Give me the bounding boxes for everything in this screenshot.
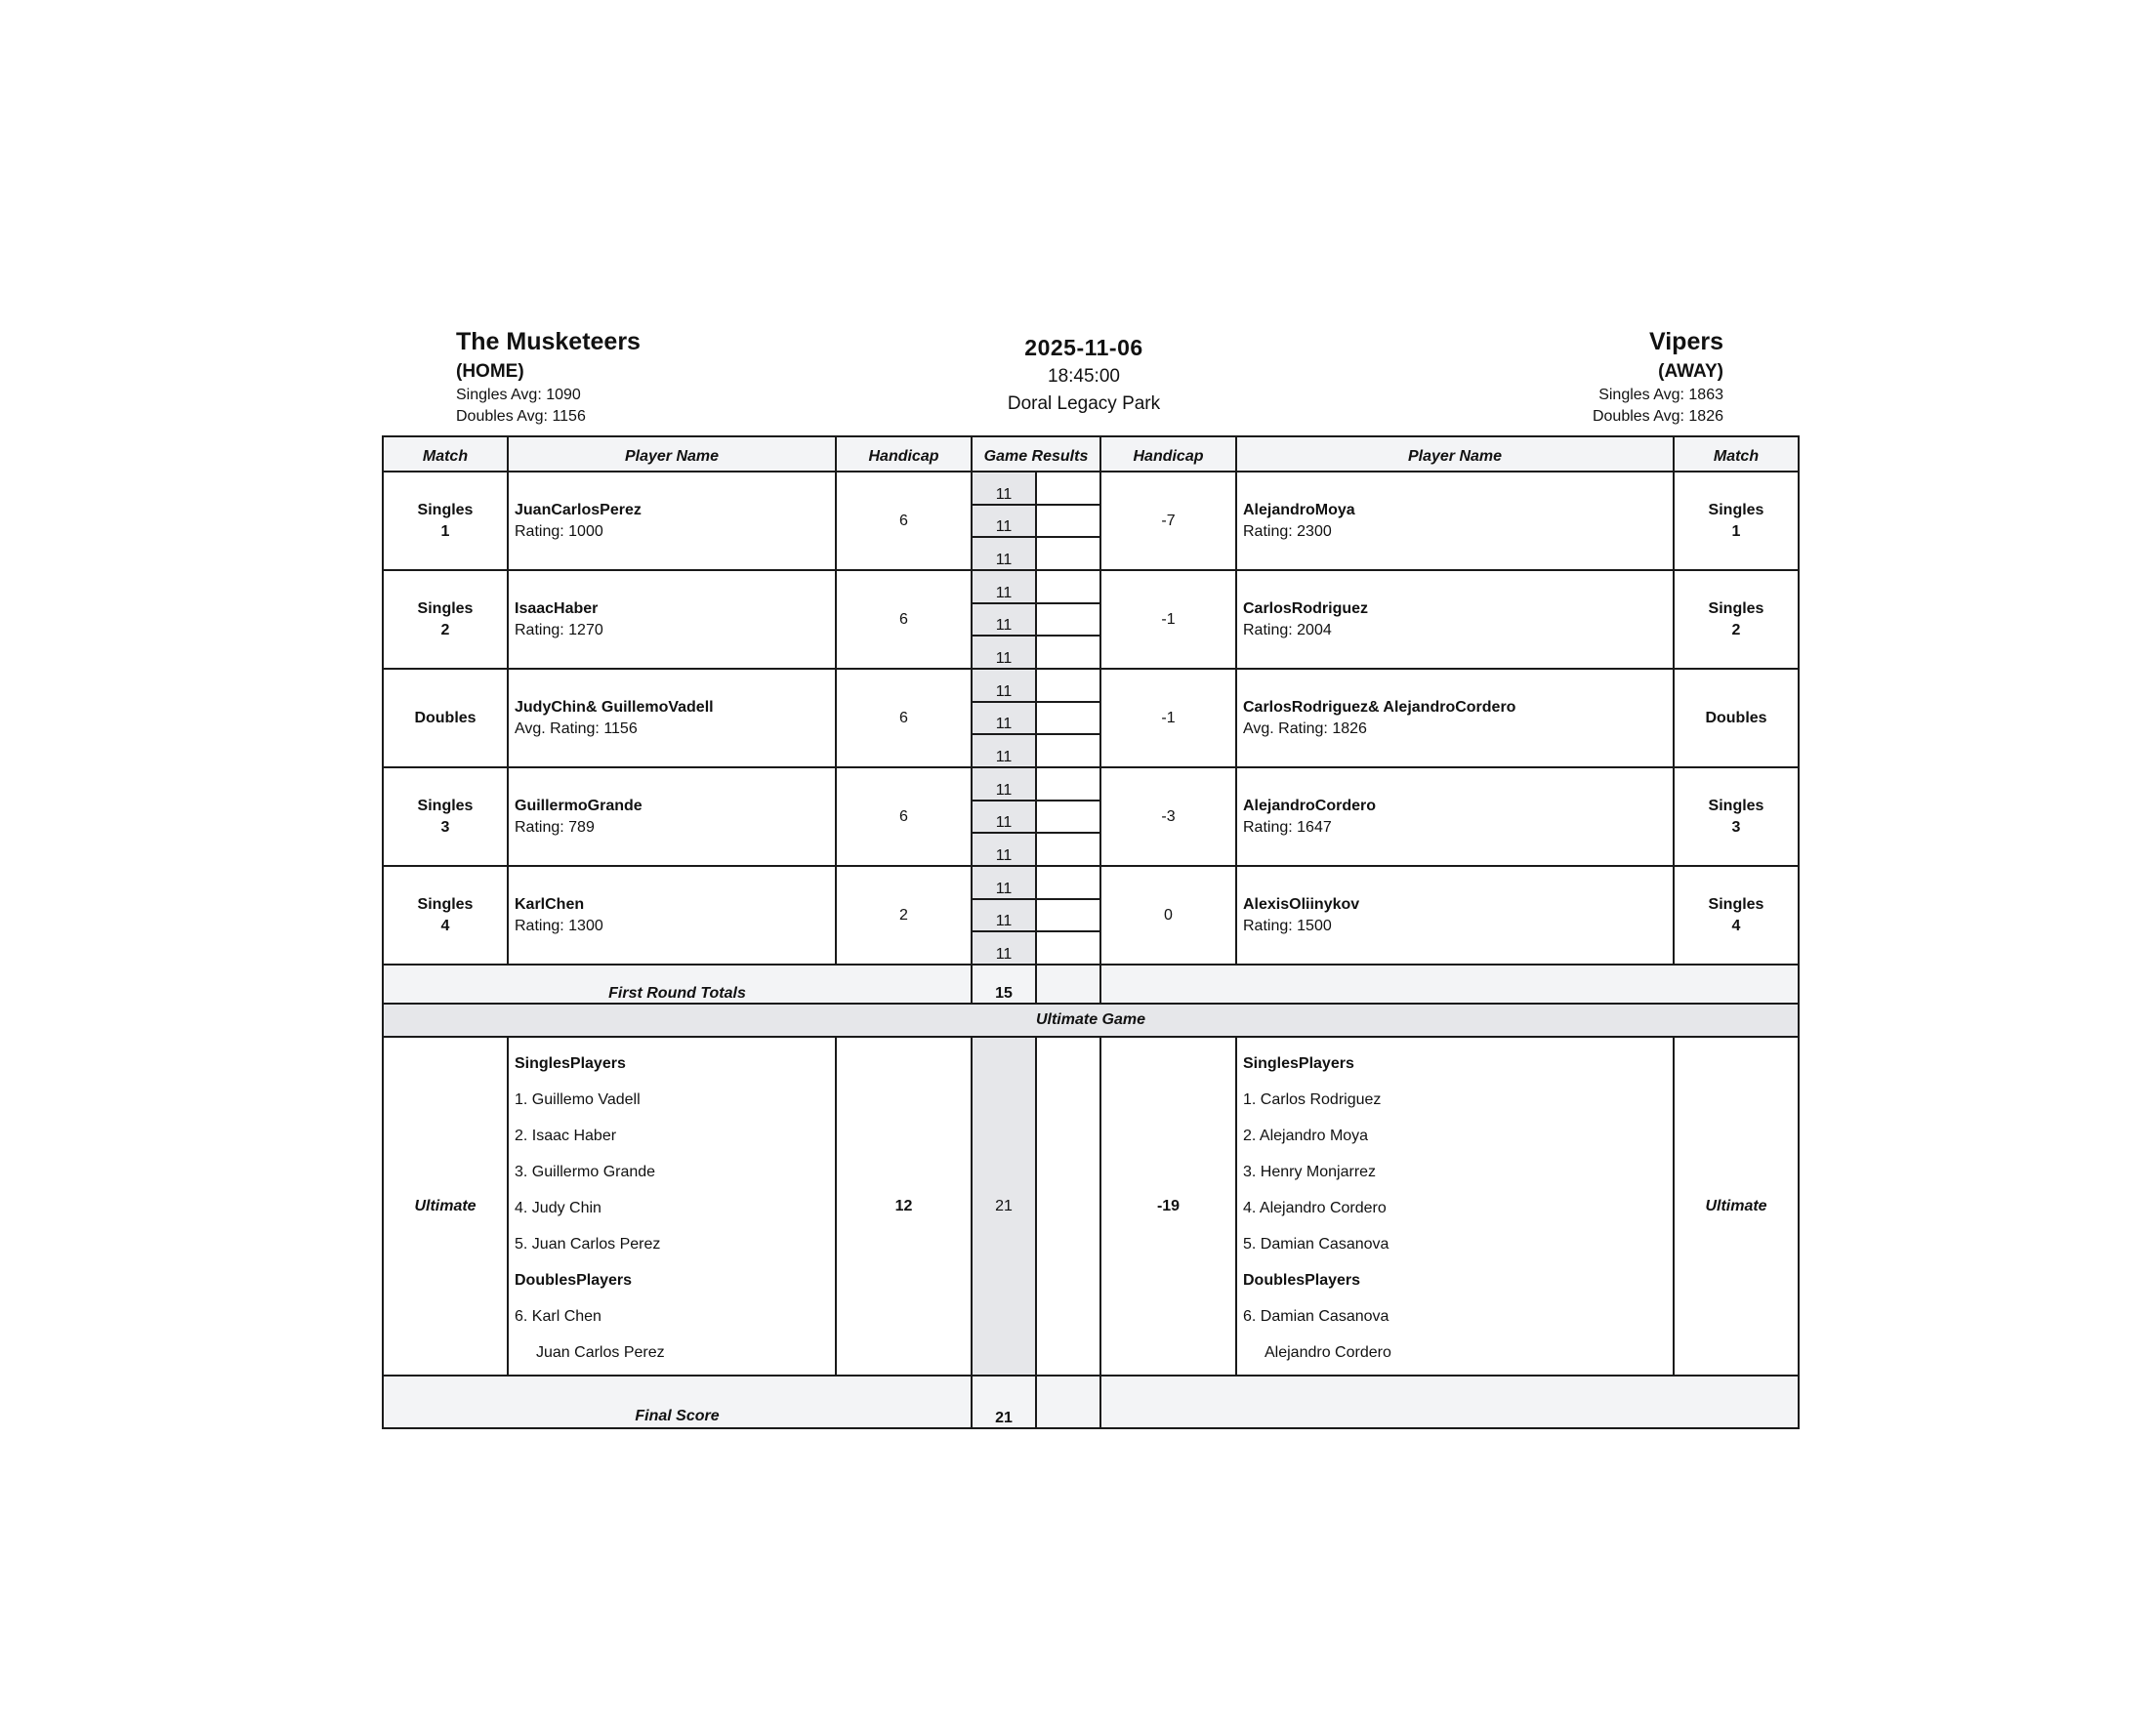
match-row — [383, 669, 1799, 767]
home-player-cell — [508, 866, 836, 965]
ultimate-home-handicap: 12 — [836, 1037, 972, 1376]
match-type: Singles — [417, 895, 474, 913]
game-away-score — [1037, 571, 1099, 602]
home-handicap: 6 — [836, 767, 972, 866]
match-number: 3 — [440, 818, 450, 836]
event-date: 2025-11-06 — [1024, 335, 1143, 360]
game-result-row — [973, 932, 1099, 964]
final-away-blank — [1100, 1376, 1799, 1428]
game-away-score — [1037, 637, 1099, 668]
match-type: Singles — [1708, 501, 1764, 518]
game-home-score: 11 — [973, 768, 1037, 800]
away-match-label — [1674, 570, 1799, 669]
game-home-score: 11 — [973, 473, 1037, 504]
away-player-rating: Rating: 1647 — [1243, 818, 1332, 836]
home-player-rating: Rating: 789 — [515, 818, 595, 836]
ultimate-away-match-label: Ultimate — [1674, 1037, 1799, 1376]
game-away-score — [1037, 834, 1099, 865]
away-match-label — [1674, 669, 1799, 767]
col-match-away — [1674, 436, 1799, 472]
home-player-cell — [508, 767, 836, 866]
away-match-label — [1674, 866, 1799, 965]
away-ult-player: 4. Alejandro Cordero — [1243, 1200, 1387, 1216]
first-round-label: First Round Totals — [383, 965, 972, 1004]
home-ult-player: 4. Judy Chin — [515, 1200, 601, 1216]
away-player-name: AlexisOliinykov — [1243, 895, 1360, 913]
home-handicap: 2 — [836, 866, 972, 965]
home-match-label — [383, 866, 508, 965]
game-result-row — [973, 900, 1099, 933]
game-home-score: 11 — [973, 867, 1037, 898]
match-number: 1 — [1731, 522, 1741, 540]
game-result-row — [973, 801, 1099, 835]
final-home-score: 21 — [972, 1376, 1036, 1428]
match-row — [383, 570, 1799, 669]
match-type: Singles — [1708, 895, 1764, 913]
game-result-row — [973, 538, 1099, 569]
game-result-row — [973, 571, 1099, 604]
ultimate-row — [383, 1037, 1799, 1376]
game-home-score: 11 — [973, 703, 1037, 734]
away-player-cell — [1236, 472, 1674, 570]
col-handicap-home-label: Handicap — [868, 448, 939, 465]
home-ult-player: 5. Juan Carlos Perez — [515, 1236, 661, 1253]
home-doubles-title: DoublesPlayers — [515, 1272, 633, 1289]
away-player-rating: Rating: 2300 — [1243, 522, 1332, 540]
away-player-cell — [1236, 570, 1674, 669]
game-away-score — [1037, 735, 1099, 766]
game-result-row — [973, 506, 1099, 539]
away-player-cell — [1236, 866, 1674, 965]
match-row — [383, 866, 1799, 965]
game-home-score: 11 — [973, 637, 1037, 668]
away-ult-player: 2. Alejandro Moya — [1243, 1128, 1369, 1144]
game-result-row — [973, 703, 1099, 736]
game-away-score — [1037, 604, 1099, 636]
home-player-name: JuanCarlosPerez — [515, 501, 642, 518]
home-singles-title: SinglesPlayers — [515, 1055, 626, 1072]
game-results — [972, 570, 1100, 669]
col-match-home-label: Match — [422, 448, 469, 465]
away-doubles-avg: Doubles Avg: 1826 — [1592, 408, 1723, 425]
match-row — [383, 767, 1799, 866]
event-venue: Doral Legacy Park — [1007, 393, 1161, 414]
match-type: Singles — [417, 797, 474, 814]
ultimate-away-handicap: -19 — [1100, 1037, 1236, 1376]
home-player-rating: Rating: 1270 — [515, 621, 603, 638]
col-player-away-label: Player Name — [1407, 448, 1503, 465]
ultimate-home-match-label: Ultimate — [383, 1037, 508, 1376]
game-away-score — [1037, 473, 1099, 504]
home-player-name: IsaacHaber — [515, 599, 599, 617]
ultimate-away-players — [1236, 1037, 1674, 1376]
home-ult-doubles-player: 6. Karl Chen — [515, 1308, 601, 1325]
game-away-score — [1037, 900, 1099, 931]
ultimate-home-players — [508, 1037, 836, 1376]
home-handicap: 6 — [836, 570, 972, 669]
game-results — [972, 767, 1100, 866]
game-away-score — [1037, 703, 1099, 734]
col-game-results-label: Game Results — [983, 448, 1089, 465]
game-away-score — [1037, 867, 1099, 898]
first-round-totals-row — [383, 965, 1799, 1004]
game-away-score — [1037, 801, 1099, 833]
home-player-name: GuillermoGrande — [515, 797, 643, 814]
home-match-label — [383, 669, 508, 767]
col-player-away — [1236, 436, 1674, 472]
home-player-name: KarlChen — [515, 895, 585, 913]
game-away-score — [1037, 538, 1099, 569]
col-match-home — [383, 436, 508, 472]
game-results — [972, 866, 1100, 965]
away-player-rating: Avg. Rating: 1826 — [1243, 719, 1367, 737]
away-player-name: AlejandroMoya — [1243, 501, 1355, 518]
match-type: Singles — [1708, 599, 1764, 617]
game-results — [972, 669, 1100, 767]
game-result-row — [973, 735, 1099, 766]
away-player-name: AlejandroCordero — [1243, 797, 1377, 814]
away-ult-player: 5. Damian Casanova — [1243, 1236, 1389, 1253]
game-away-score — [1037, 768, 1099, 800]
away-singles-title: SinglesPlayers — [1243, 1055, 1354, 1072]
away-handicap: -7 — [1100, 472, 1236, 570]
game-result-row — [973, 867, 1099, 900]
event-time: 18:45:00 — [1048, 366, 1120, 387]
game-results — [972, 472, 1100, 570]
col-player-home-label: Player Name — [624, 448, 720, 465]
home-player-rating: Rating: 1300 — [515, 917, 603, 934]
away-match-label — [1674, 472, 1799, 570]
first-round-away-total — [1036, 965, 1100, 1004]
home-player-cell — [508, 472, 836, 570]
col-handicap-away — [1100, 436, 1236, 472]
away-doubles-title: DoublesPlayers — [1243, 1272, 1361, 1289]
away-team-side: (AWAY) — [1658, 361, 1723, 382]
home-singles-avg: Singles Avg: 1090 — [456, 387, 581, 403]
away-ult-player: 3. Henry Monjarrez — [1243, 1164, 1377, 1180]
ultimate-header-row — [383, 1004, 1799, 1037]
home-team-name: The Musketeers — [456, 328, 641, 355]
away-singles-avg: Singles Avg: 1863 — [1598, 387, 1723, 403]
home-ult-player: 2. Isaac Haber — [515, 1128, 617, 1144]
home-player-rating: Rating: 1000 — [515, 522, 603, 540]
match-type: Singles — [417, 599, 474, 617]
away-handicap: -1 — [1100, 570, 1236, 669]
match-number: 1 — [440, 522, 450, 540]
game-home-score: 11 — [973, 801, 1037, 833]
away-player-rating: Rating: 2004 — [1243, 621, 1332, 638]
first-round-away-blank — [1100, 965, 1799, 1004]
game-result-row — [973, 637, 1099, 668]
game-home-score: 11 — [973, 538, 1037, 569]
final-score-row — [383, 1376, 1799, 1428]
game-result-row — [973, 473, 1099, 506]
match-number: 3 — [1731, 818, 1741, 836]
game-away-score — [1037, 506, 1099, 537]
col-player-home — [508, 436, 836, 472]
game-result-row — [973, 604, 1099, 637]
event-info — [937, 332, 1230, 418]
home-ult-player: 1. Guillemo Vadell — [515, 1091, 641, 1108]
match-type: Singles — [417, 501, 474, 518]
match-row — [383, 472, 1799, 570]
home-team-header — [456, 326, 641, 428]
away-handicap: -3 — [1100, 767, 1236, 866]
game-home-score: 11 — [973, 932, 1037, 964]
col-handicap-home — [836, 436, 972, 472]
game-away-score — [1037, 670, 1099, 701]
home-ult-player: 3. Guillermo Grande — [515, 1164, 656, 1180]
match-number: 4 — [1731, 917, 1741, 934]
ultimate-header: Ultimate Game — [383, 1004, 1799, 1037]
final-away-score — [1036, 1376, 1100, 1428]
game-result-row — [973, 834, 1099, 865]
match-number: 2 — [440, 621, 450, 638]
col-game-results — [972, 436, 1100, 472]
col-handicap-away-label: Handicap — [1133, 448, 1204, 465]
home-handicap: 6 — [836, 472, 972, 570]
home-match-label — [383, 472, 508, 570]
away-player-cell — [1236, 767, 1674, 866]
game-home-score: 11 — [973, 506, 1037, 537]
game-home-score: 11 — [973, 670, 1037, 701]
away-player-name: CarlosRodriguez& AlejandroCordero — [1243, 698, 1516, 716]
score-sheet-table — [382, 435, 1800, 1429]
home-handicap: 6 — [836, 669, 972, 767]
away-handicap: -1 — [1100, 669, 1236, 767]
away-player-rating: Rating: 1500 — [1243, 917, 1332, 934]
first-round-home-total: 15 — [972, 965, 1036, 1004]
home-player-name: JudyChin& GuillemoVadell — [515, 698, 714, 716]
match-number: 2 — [1731, 621, 1741, 638]
game-away-score — [1037, 932, 1099, 964]
game-home-score: 11 — [973, 571, 1037, 602]
home-doubles-avg: Doubles Avg: 1156 — [456, 408, 586, 425]
column-header-row — [383, 436, 1799, 472]
match-type: Doubles — [1705, 709, 1767, 726]
match-type: Singles — [1708, 797, 1764, 814]
match-number: 4 — [440, 917, 450, 934]
final-score-label: Final Score — [383, 1376, 972, 1428]
away-ult-doubles-player: 6. Damian Casanova — [1243, 1308, 1389, 1325]
home-player-cell — [508, 669, 836, 767]
home-team-side: (HOME) — [456, 361, 524, 382]
away-player-cell — [1236, 669, 1674, 767]
ultimate-home-score: 21 — [972, 1037, 1036, 1376]
game-home-score: 11 — [973, 735, 1037, 766]
away-handicap: 0 — [1100, 866, 1236, 965]
away-team-header — [1484, 326, 1723, 428]
away-ult-doubles-partner: Alejandro Cordero — [1265, 1344, 1391, 1361]
match-type: Doubles — [414, 709, 477, 726]
away-match-label — [1674, 767, 1799, 866]
away-player-name: CarlosRodriguez — [1243, 599, 1369, 617]
col-match-away-label: Match — [1713, 448, 1760, 465]
match-rows — [383, 472, 1799, 965]
home-player-cell — [508, 570, 836, 669]
game-home-score: 11 — [973, 834, 1037, 865]
home-ult-doubles-partner: Juan Carlos Perez — [536, 1344, 665, 1361]
game-home-score: 11 — [973, 900, 1037, 931]
away-ult-player: 1. Carlos Rodriguez — [1243, 1091, 1382, 1108]
home-match-label — [383, 570, 508, 669]
away-team-name: Vipers — [1649, 328, 1723, 355]
ultimate-away-score — [1036, 1037, 1100, 1376]
game-home-score: 11 — [973, 604, 1037, 636]
game-result-row — [973, 768, 1099, 801]
home-match-label — [383, 767, 508, 866]
home-player-rating: Avg. Rating: 1156 — [515, 719, 638, 737]
game-result-row — [973, 670, 1099, 703]
